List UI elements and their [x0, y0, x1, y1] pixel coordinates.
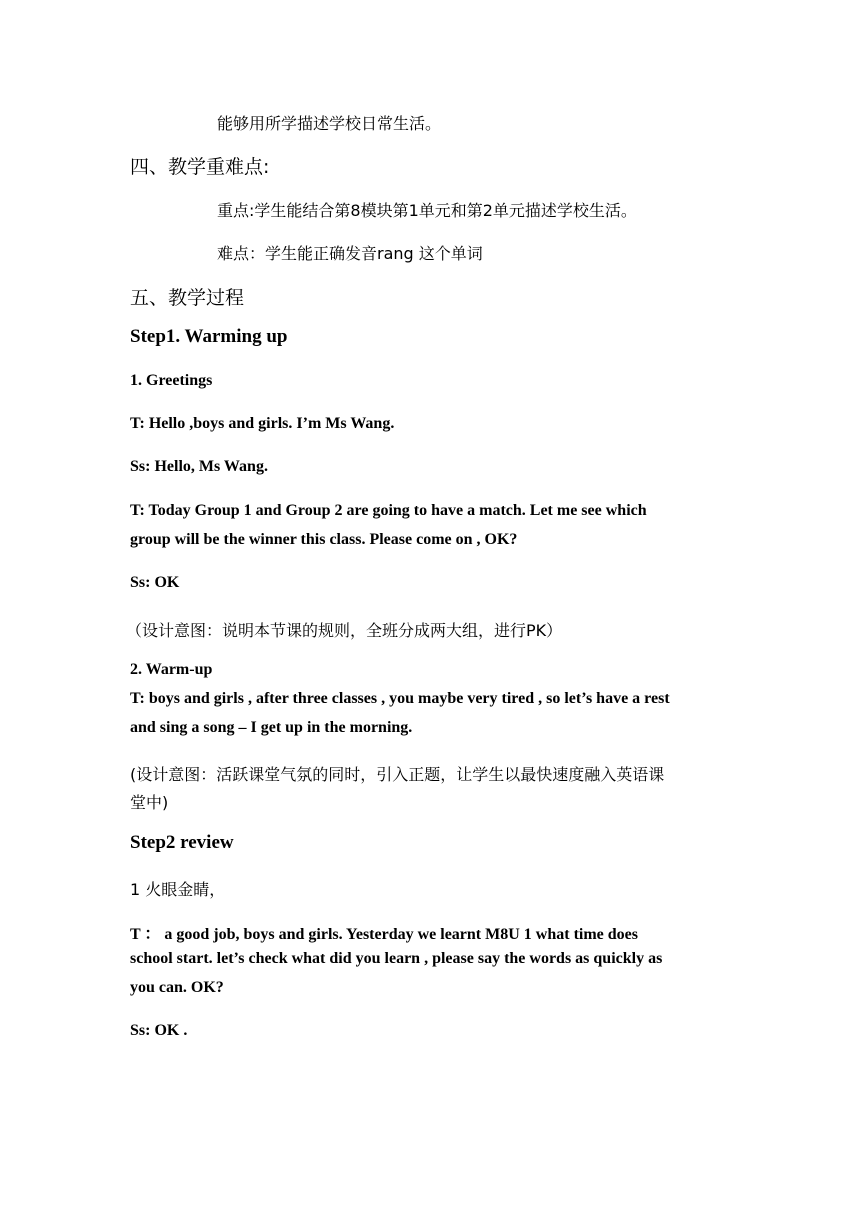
design-intent-note: 堂中)	[130, 793, 169, 812]
step2-heading: Step2 review	[130, 832, 234, 853]
subheading-greetings: 1. Greetings	[130, 372, 213, 389]
step1-heading: Step1. Warming up	[130, 326, 288, 347]
dialogue-line: T ： a good job, boys and girls. Yesterday we learnt M8U 1 what time does	[130, 926, 638, 943]
difficult-point-line: 难点：学生能正确发音rang 这个单词	[217, 244, 483, 263]
dialogue-line: T: Hello ,boys and girls. I’m Ms Wang.	[130, 415, 395, 432]
key-point-line: 重点:学生能结合第8模块第1单元和第2单元描述学校生活。	[217, 201, 637, 220]
dialogue-line: school start. let’s check what did you learn , please say the words as quickly as	[130, 950, 663, 967]
subheading-warm-up: 2. Warm-up	[130, 661, 213, 678]
dialogue-line: Ss: Hello, Ms Wang.	[130, 458, 268, 475]
dialogue-line: Ss: OK .	[130, 1022, 188, 1039]
objective-line: 能够用所学描述学校日常生活。	[217, 114, 442, 133]
dialogue-line: and sing a song – I get up in the morning.	[130, 719, 413, 736]
dialogue-line: group will be the winner this class. Please come on , OK?	[130, 531, 518, 548]
section-heading-process: 五、教学过程	[130, 287, 245, 309]
dialogue-line: T: boys and girls , after three classes , you maybe very tired , so let’s have a rest	[130, 690, 670, 707]
dialogue-line: Ss: OK	[130, 574, 180, 591]
dialogue-line: you can. OK?	[130, 979, 224, 996]
design-intent-note: （设计意图：说明本节课的规则，全班分成两大组，进行PK）	[126, 621, 563, 640]
design-intent-note: (设计意图：活跃课堂气氛的同时，引入正题，让学生以最快速度融入英语课	[130, 765, 665, 784]
section-heading-key-points: 四、教学重难点:	[130, 156, 270, 178]
activity-title: 1 火眼金睛，	[130, 880, 226, 899]
dialogue-line: T: Today Group 1 and Group 2 are going to have a match. Let me see which	[130, 502, 647, 519]
